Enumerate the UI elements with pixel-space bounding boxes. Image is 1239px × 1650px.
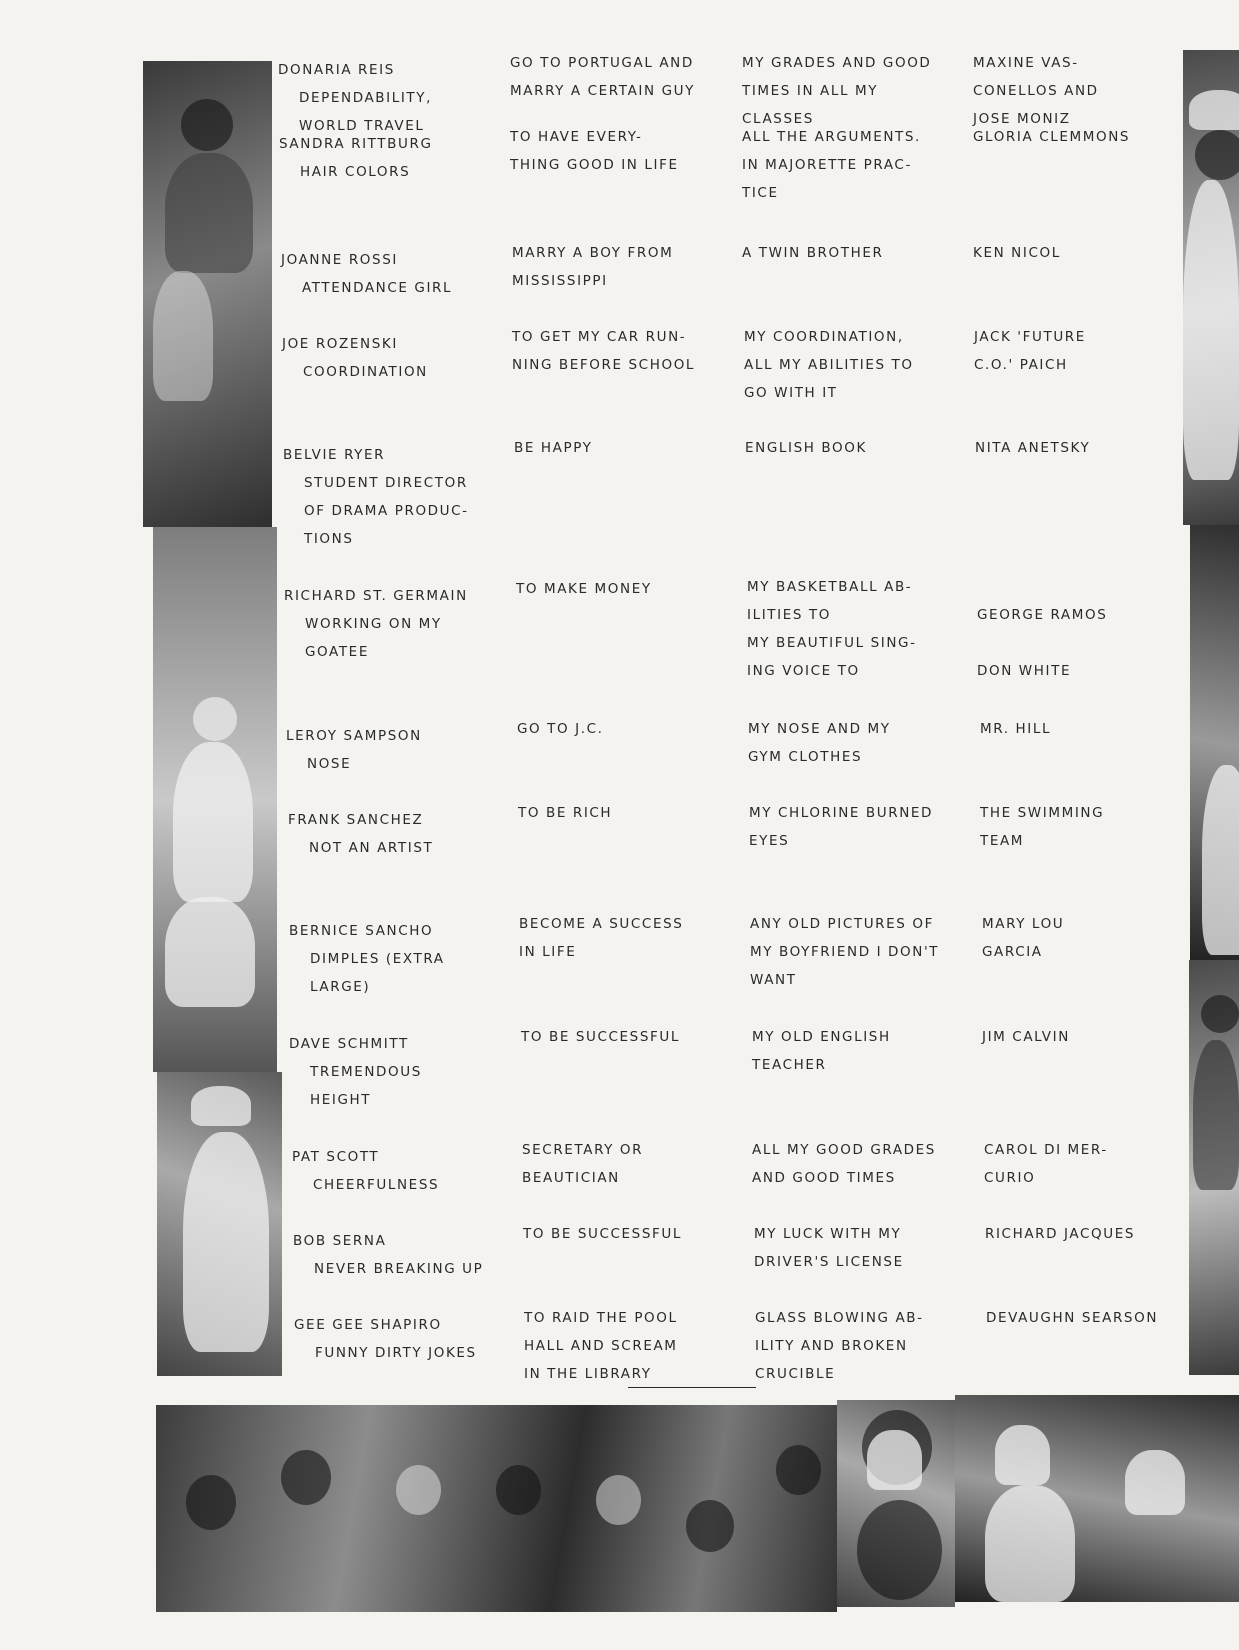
entry-trait-line: OF DRAMA PRODUC- [304,503,469,519]
entry-to-line: CONELLOS AND [973,83,1099,99]
entry-ambition-line: IN THE LIBRARY [524,1366,652,1382]
entry-to [980,715,1051,743]
entry-name: DONARIA REIS [278,62,395,78]
entry-ambition [524,1304,678,1388]
entry-trait-line: DIMPLES (EXTRA [310,951,445,967]
entry-ambition-line: TO GET MY CAR RUN- [512,329,687,345]
entry-to-line: GARCIA [982,944,1043,960]
entry-will-line: ALL MY GOOD GRADES [752,1142,936,1158]
entry-ambition-line: BECOME A SUCCESS [519,916,684,932]
entry-name: GEE GEE SHAPIRO [294,1317,442,1333]
entry-to [984,1136,1108,1192]
entry-will [750,910,939,994]
entry-ambition-line: TO MAKE MONEY [516,581,652,597]
library-underline [628,1387,756,1388]
entry-to-line: RICHARD JACQUES [985,1226,1136,1242]
entry-to-line: MR. HILL [980,721,1052,737]
entry-trait-line: NEVER BREAKING UP [314,1261,484,1277]
entry-trait-line: STUDENT DIRECTOR [304,475,468,491]
entry-will-line: ANY OLD PICTURES OF [750,916,934,932]
entry-will [744,323,914,407]
entry-trait-line: ATTENDANCE GIRL [302,280,453,296]
entry-trait-line: HEIGHT [310,1092,372,1108]
entry-trait-line: GOATEE [305,644,369,660]
photo-girl-seated [143,61,272,527]
entry-to-line: MARY LOU [982,916,1065,932]
entry-trait-line: CHEERFULNESS [313,1177,440,1193]
photo-boy-pipe [955,1395,1239,1602]
entry-will-line: MY LUCK WITH MY [754,1226,902,1242]
entry-trait-line: TREMENDOUS [310,1064,422,1080]
entry-ambition-line: MARRY A BOY FROM [512,245,674,261]
entry-ambition [517,715,604,743]
entry-will [742,123,921,207]
entry-will [755,1304,924,1388]
entry-will-line: MY BEAUTIFUL SING- [747,635,917,651]
entry-to [986,1304,1158,1332]
entry-to-line: NITA ANETSKY [975,440,1091,456]
entry-name: SANDRA RITTBURG [279,136,433,152]
photo-boy-costume [157,1072,282,1376]
entry-to-line: JACK 'FUTURE [974,329,1086,345]
entry-to-line: MAXINE VAS- [973,55,1079,71]
entry-will-line: MY NOSE AND MY [748,721,891,737]
entry-will-line: MY GRADES AND GOOD [742,55,932,71]
entry-ambition-line: TO HAVE EVERY- [510,129,643,145]
entry-ambition-line: TO RAID THE POOL [524,1310,678,1326]
entry-trait-line: LARGE) [310,979,371,995]
entry-will-line: GLASS BLOWING AB- [755,1310,924,1326]
entry-will-line: ALL MY ABILITIES TO [744,357,914,373]
entry-to-line: TEAM [980,833,1025,849]
entry-name-block [282,330,428,386]
entry-ambition [522,1136,643,1192]
entry-will [742,239,883,267]
photo-girl-dress [1190,525,1239,960]
entry-trait-line: NOT AN ARTIST [309,840,434,856]
entry-to-line: CAROL DI MER- [984,1142,1108,1158]
entry-ambition [519,910,683,966]
entry-will-line: CLASSES [742,111,814,127]
entry-ambition-line: MISSISSIPPI [512,273,608,289]
entry-will-line: AND GOOD TIMES [752,1170,896,1186]
entry-ambition-line: BE HAPPY [514,440,593,456]
entry-ambition-line: IN LIFE [519,944,577,960]
entry-trait-line: NOSE [307,756,352,772]
entry-will-line: GO WITH IT [744,385,838,401]
entry-ambition [514,434,593,462]
entry-ambition [516,575,652,603]
entry-name: BOB SERNA [293,1233,387,1249]
entry-name-block [279,130,433,186]
entry-ambition [523,1220,682,1248]
entry-to [973,49,1099,133]
entry-will-line: MY COORDINATION, [744,329,904,345]
entry-will-line: ALL THE ARGUMENTS. [742,129,921,145]
entry-ambition-line: TO BE RICH [518,805,613,821]
entry-ambition [521,1023,680,1051]
entry-name: JOANNE ROSSI [281,252,398,268]
entry-trait-line: DEPENDABILITY, [299,90,433,106]
entry-ambition [512,239,673,295]
entry-ambition-line: TO BE SUCCESSFUL [523,1226,682,1242]
entry-will-line: ILITIES TO [747,607,831,623]
entry-name-block [289,917,445,1001]
entry-will-line: ENGLISH BOOK [745,440,867,456]
entry-name: RICHARD ST. GERMAIN [284,588,468,604]
entry-ambition-line: GO TO PORTUGAL AND [510,55,694,71]
photo-girl-portrait [837,1400,955,1607]
entry-name-block [294,1311,477,1367]
entry-name-block [286,722,422,778]
entry-name-block [281,246,452,302]
entry-will-line: ING VOICE TO [747,663,860,679]
entry-trait-line: TIONS [304,531,354,547]
entry-name-block [292,1143,439,1199]
entry-will-line: MY OLD ENGLISH [752,1029,891,1045]
entry-name: BERNICE SANCHO [289,923,434,939]
entry-to-line: DON WHITE [977,663,1072,679]
entry-to [973,123,1130,151]
entry-will-line: TICE [742,185,779,201]
entry-will [752,1023,891,1079]
entry-ambition-line: MARRY A CERTAIN GUY [510,83,695,99]
entry-will-line: TEACHER [752,1057,827,1073]
entry-ambition [518,799,612,827]
entry-will-line: ILITY AND BROKEN [755,1338,908,1354]
entry-name: FRANK SANCHEZ [288,812,424,828]
entry-will-line: A TWIN BROTHER [742,245,884,261]
entry-will-line: DRIVER'S LICENSE [754,1254,904,1270]
entry-ambition [510,123,679,179]
entry-name-block [288,806,433,862]
entry-to-line: KEN NICOL [973,245,1061,261]
entry-trait-line: FUNNY DIRTY JOKES [315,1345,477,1361]
entry-will [749,799,933,855]
entry-ambition [510,49,695,105]
entry-name: BELVIE RYER [283,447,386,463]
entry-trait-line: COORDINATION [303,364,428,380]
entry-to-line: CURIO [984,1170,1036,1186]
entry-to [973,239,1061,267]
entry-to [974,323,1086,379]
entry-to-line: THE SWIMMING [980,805,1105,821]
entry-to [977,573,1107,685]
entry-name-block [289,1030,422,1114]
entry-name-block [283,441,469,553]
entry-name: LEROY SAMPSON [286,728,422,744]
entry-to-line: DEVAUGHN SEARSON [986,1310,1159,1326]
entry-will-line: TIMES IN ALL MY [742,83,879,99]
entry-ambition-line: THING GOOD IN LIFE [510,157,679,173]
entry-name-block [293,1227,483,1283]
entry-name: DAVE SCHMITT [289,1036,409,1052]
entry-name-block [284,582,468,666]
entry-to [985,1220,1135,1248]
entry-name: PAT SCOTT [292,1149,380,1165]
entry-ambition-line: BEAUTICIAN [522,1170,620,1186]
entry-to [980,799,1104,855]
entry-ambition-line: HALL AND SCREAM [524,1338,678,1354]
photo-group-party [156,1405,837,1612]
entry-name-block [278,56,432,140]
entry-trait-line: WORKING ON MY [305,616,442,632]
entry-will-line: CRUCIBLE [755,1366,836,1382]
entry-trait-line: HAIR COLORS [300,164,411,180]
entry-ambition-line: GO TO J.C. [517,721,604,737]
entry-will [745,434,867,462]
entry-to-line: C.O.' PAICH [974,357,1068,373]
entry-will [747,573,917,685]
entry-will-line: MY BASKETBALL AB- [747,579,913,595]
entry-ambition-line: SECRETARY OR [522,1142,644,1158]
entry-will [748,715,891,771]
entry-to [982,910,1064,966]
entry-to-line: GEORGE RAMOS [977,607,1108,623]
entry-will-line: WANT [750,972,797,988]
entry-will-line: EYES [749,833,790,849]
entry-trait-line: WORLD TRAVEL [299,118,425,134]
photo-girl-majorette [153,527,277,1072]
entry-will [752,1136,936,1192]
entry-ambition-line: NING BEFORE SCHOOL [512,357,696,373]
entry-will-line: MY BOYFRIEND I DON'T [750,944,940,960]
entry-ambition [512,323,695,379]
entry-name: JOE ROZENSKI [282,336,398,352]
entry-to-line: JOSE MONIZ [973,111,1071,127]
entry-will [754,1220,904,1276]
entry-to [975,434,1090,462]
photo-woman-chair [1189,960,1239,1375]
entry-will [742,49,931,133]
entry-ambition-line: TO BE SUCCESSFUL [521,1029,680,1045]
entry-to [982,1023,1070,1051]
entry-will-line: MY CHLORINE BURNED [749,805,934,821]
entry-will-line: GYM CLOTHES [748,749,863,765]
photo-girl-hat [1183,50,1239,525]
entry-will-line: IN MAJORETTE PRAC- [742,157,912,173]
entry-to-line: GLORIA CLEMMONS [973,129,1131,145]
entry-to-line: JIM CALVIN [982,1029,1070,1045]
